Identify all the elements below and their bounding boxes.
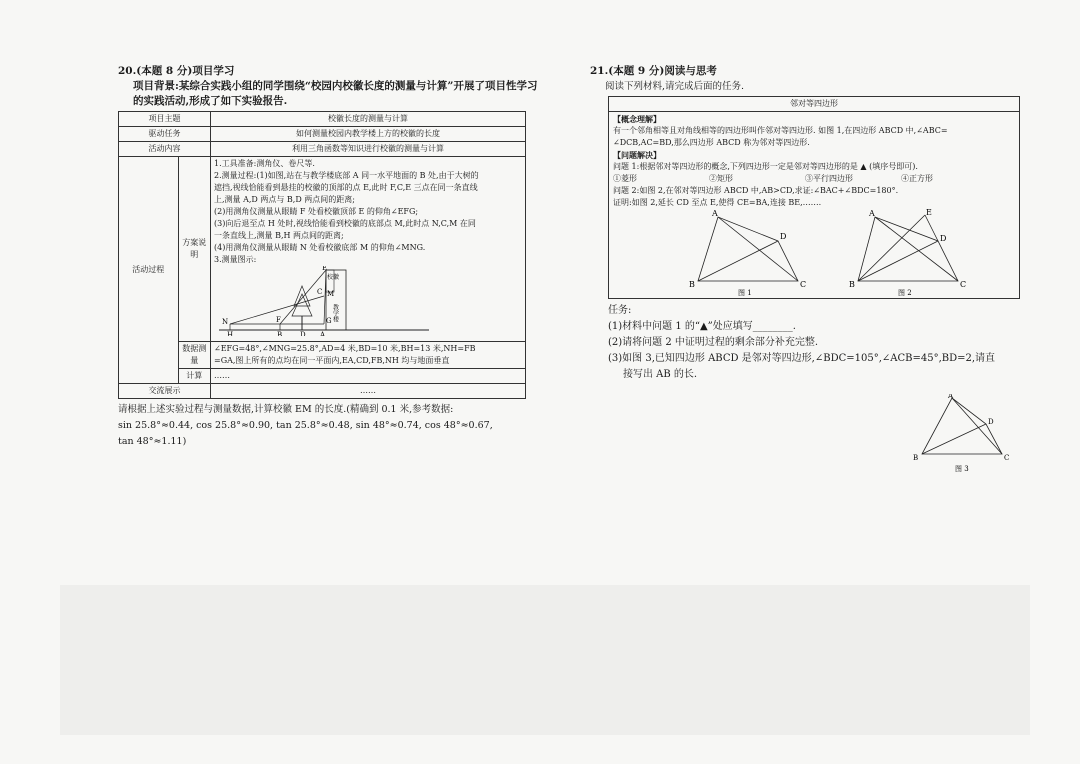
svg-text:E: E bbox=[322, 266, 328, 272]
q21-intro: 阅读下列材料,请完成后面的任务. bbox=[605, 81, 745, 92]
process-label: 活动过程 bbox=[119, 157, 179, 384]
figure-3-label: 图 3 bbox=[955, 465, 969, 473]
svg-text:D: D bbox=[940, 234, 947, 243]
task-3-line2: 接写出 AB 的长. bbox=[623, 369, 698, 380]
option-rhombus: ①菱形 bbox=[613, 174, 637, 183]
question-21 bbox=[590, 64, 1018, 473]
data-line: =GA,图上所有的点均在同一平面内,EA,CD,FB,NH 均与地面垂直 bbox=[214, 356, 450, 365]
options-row bbox=[613, 173, 1015, 185]
svg-text:C: C bbox=[317, 288, 323, 296]
svg-text:A: A bbox=[320, 331, 326, 336]
share-value: …… bbox=[211, 384, 526, 399]
material-title: 邻对等四边形 bbox=[609, 97, 1019, 112]
task-label: 驱动任务 bbox=[119, 127, 211, 142]
question-20 bbox=[118, 64, 543, 450]
plan-label: 方案说明 bbox=[178, 157, 210, 342]
q21-title: 21.(本题 9 分)阅读与思考 bbox=[590, 65, 717, 77]
plan-line: 上,测量 A,D 两点与 B,D 两点间的距离; bbox=[214, 195, 355, 204]
data-content bbox=[211, 342, 526, 369]
figure-3 bbox=[910, 394, 1020, 476]
svg-text:C: C bbox=[1004, 454, 1010, 462]
concept-heading: 【概念理解】 bbox=[613, 114, 661, 124]
content-label: 活动内容 bbox=[119, 142, 211, 157]
solve-heading: 【问题解决】 bbox=[613, 150, 661, 160]
plan-line: 2.测量过程:(1)如图,站在与教学楼底部 A 同一水平地面的 B 处,由于大树的 bbox=[214, 171, 479, 180]
task-3-line1: (3)如图 3,已知四边形 ABCD 是邻对等四边形,∠BDC=105°,∠ACB=45°,BD=2,请直 bbox=[608, 353, 996, 364]
figures-1-2 bbox=[613, 209, 1013, 297]
q20-background-line1: 项目背景:某综合实践小组的同学围绕“校园内校徽长度的测量与计算”开展了项目性学习 bbox=[133, 80, 538, 92]
material-box bbox=[608, 96, 1020, 299]
svg-text:C: C bbox=[960, 280, 967, 289]
problem1: 问题 1:根据邻对等四边形的概念,下列四边形一定是邻对等四边形的是 ▲ (填序号即可). bbox=[613, 162, 918, 171]
task-value: 如何测量校园内教学楼上方的校徽的长度 bbox=[211, 127, 526, 142]
svg-text:A: A bbox=[869, 209, 875, 218]
data-label: 数据测量 bbox=[178, 342, 210, 369]
svg-text:B: B bbox=[277, 331, 283, 336]
svg-text:A: A bbox=[948, 394, 954, 400]
task-heading: 任务: bbox=[608, 305, 632, 316]
svg-text:D: D bbox=[988, 418, 994, 426]
calc-label: 计算 bbox=[178, 369, 210, 384]
svg-text:B: B bbox=[849, 280, 855, 289]
plan-content bbox=[211, 157, 526, 342]
svg-text:D: D bbox=[780, 232, 787, 241]
tasks bbox=[608, 303, 1018, 383]
blank-lower-area bbox=[60, 585, 1030, 735]
plan-line: 1.工具准备:测角仪、卷尺等. bbox=[214, 159, 315, 168]
data-line: ∠EFG=48°,∠MNG=25.8°,AD=4 米,BD=10 米,BH=13 米,NH=FB bbox=[214, 344, 476, 353]
q20-background-line2: 的实践活动,形成了如下实验报告. bbox=[133, 95, 288, 107]
theme-value: 校徽长度的测量与计算 bbox=[211, 112, 526, 127]
measurement-diagram bbox=[214, 266, 434, 336]
building-label: 教学楼 bbox=[331, 304, 339, 322]
plan-line: 一条直线上,测量 B,H 两点间的距离; bbox=[214, 231, 344, 240]
svg-text:B: B bbox=[689, 280, 695, 289]
task-2: (2)请将问题 2 中证明过程的剩余部分补充完整. bbox=[608, 337, 819, 348]
figures-row bbox=[613, 209, 1015, 297]
q20-question-line1: 请根据上述实验过程与测量数据,计算校徽 EM 的长度.(精确到 0.1 米,参考数据: bbox=[118, 404, 454, 415]
svg-text:E: E bbox=[926, 209, 932, 217]
option-parallelogram: ③平行四边形 bbox=[805, 174, 853, 183]
badge-label: 校徽 bbox=[327, 274, 340, 281]
svg-text:C: C bbox=[800, 280, 807, 289]
experiment-report-table bbox=[118, 111, 526, 399]
svg-text:F: F bbox=[276, 316, 281, 324]
svg-text:A: A bbox=[712, 209, 718, 218]
option-square: ④正方形 bbox=[901, 174, 933, 183]
problem2: 问题 2:如图 2,在邻对等四边形 ABCD 中,AB>CD,求证:∠BAC+∠BDC=180°. bbox=[613, 186, 899, 195]
concept-line2: ∠DCB,AC=BD,那么四边形 ABCD 称为邻对等四边形. bbox=[613, 138, 810, 147]
concept-line1: 有一个邻角相等且对角线相等的四边形叫作邻对等四边形. 如图 1,在四边形 ABCD 中,∠ABC= bbox=[613, 126, 948, 135]
svg-text:B: B bbox=[913, 454, 919, 462]
content-value: 利用三角函数等知识进行校徽的测量与计算 bbox=[211, 142, 526, 157]
q20-question-line3: tan 48°≈1.11) bbox=[118, 436, 187, 447]
svg-text:N: N bbox=[222, 318, 229, 326]
plan-line: 遮挡,视线恰能看到悬挂的校徽的顶部的点 E,此时 F,C,E 三点在同一条直线 bbox=[214, 183, 478, 192]
figure-2-label: 图 2 bbox=[898, 289, 912, 297]
plan-line: (2)用测角仪测量从眼睛 F 处看校徽顶部 E 的仰角∠EFG; bbox=[214, 207, 419, 216]
plan-line: 3.测量图示: bbox=[214, 255, 257, 264]
svg-text:H: H bbox=[227, 331, 234, 336]
figure-1-label: 图 1 bbox=[738, 289, 752, 297]
svg-text:M: M bbox=[327, 290, 335, 298]
calc-value: …… bbox=[211, 369, 526, 384]
svg-text:G: G bbox=[326, 317, 332, 325]
plan-line: (3)向后退至点 H 处时,视线恰能看到校徽的底部点 M,此时点 N,C,M 在同 bbox=[214, 219, 476, 228]
theme-label: 项目主题 bbox=[119, 112, 211, 127]
task-1: (1)材料中问题 1 的“▲”处应填写________. bbox=[608, 321, 796, 332]
plan-line: (4)用测角仪测量从眼睛 N 处看校徽底部 M 的仰角∠MNG. bbox=[214, 243, 426, 252]
svg-text:D: D bbox=[300, 331, 306, 336]
share-label: 交流展示 bbox=[119, 384, 211, 399]
proof-start: 证明:如图 2,延长 CD 至点 E,使得 CE=BA,连接 BE,……. bbox=[613, 198, 822, 207]
option-rectangle: ②矩形 bbox=[709, 174, 733, 183]
q20-title: 20.(本题 8 分)项目学习 bbox=[118, 65, 235, 77]
q20-question-line2: sin 25.8°≈0.44, cos 25.8°≈0.90, tan 25.8°≈0.48, sin 48°≈0.74, cos 48°≈0.67, bbox=[118, 420, 493, 431]
